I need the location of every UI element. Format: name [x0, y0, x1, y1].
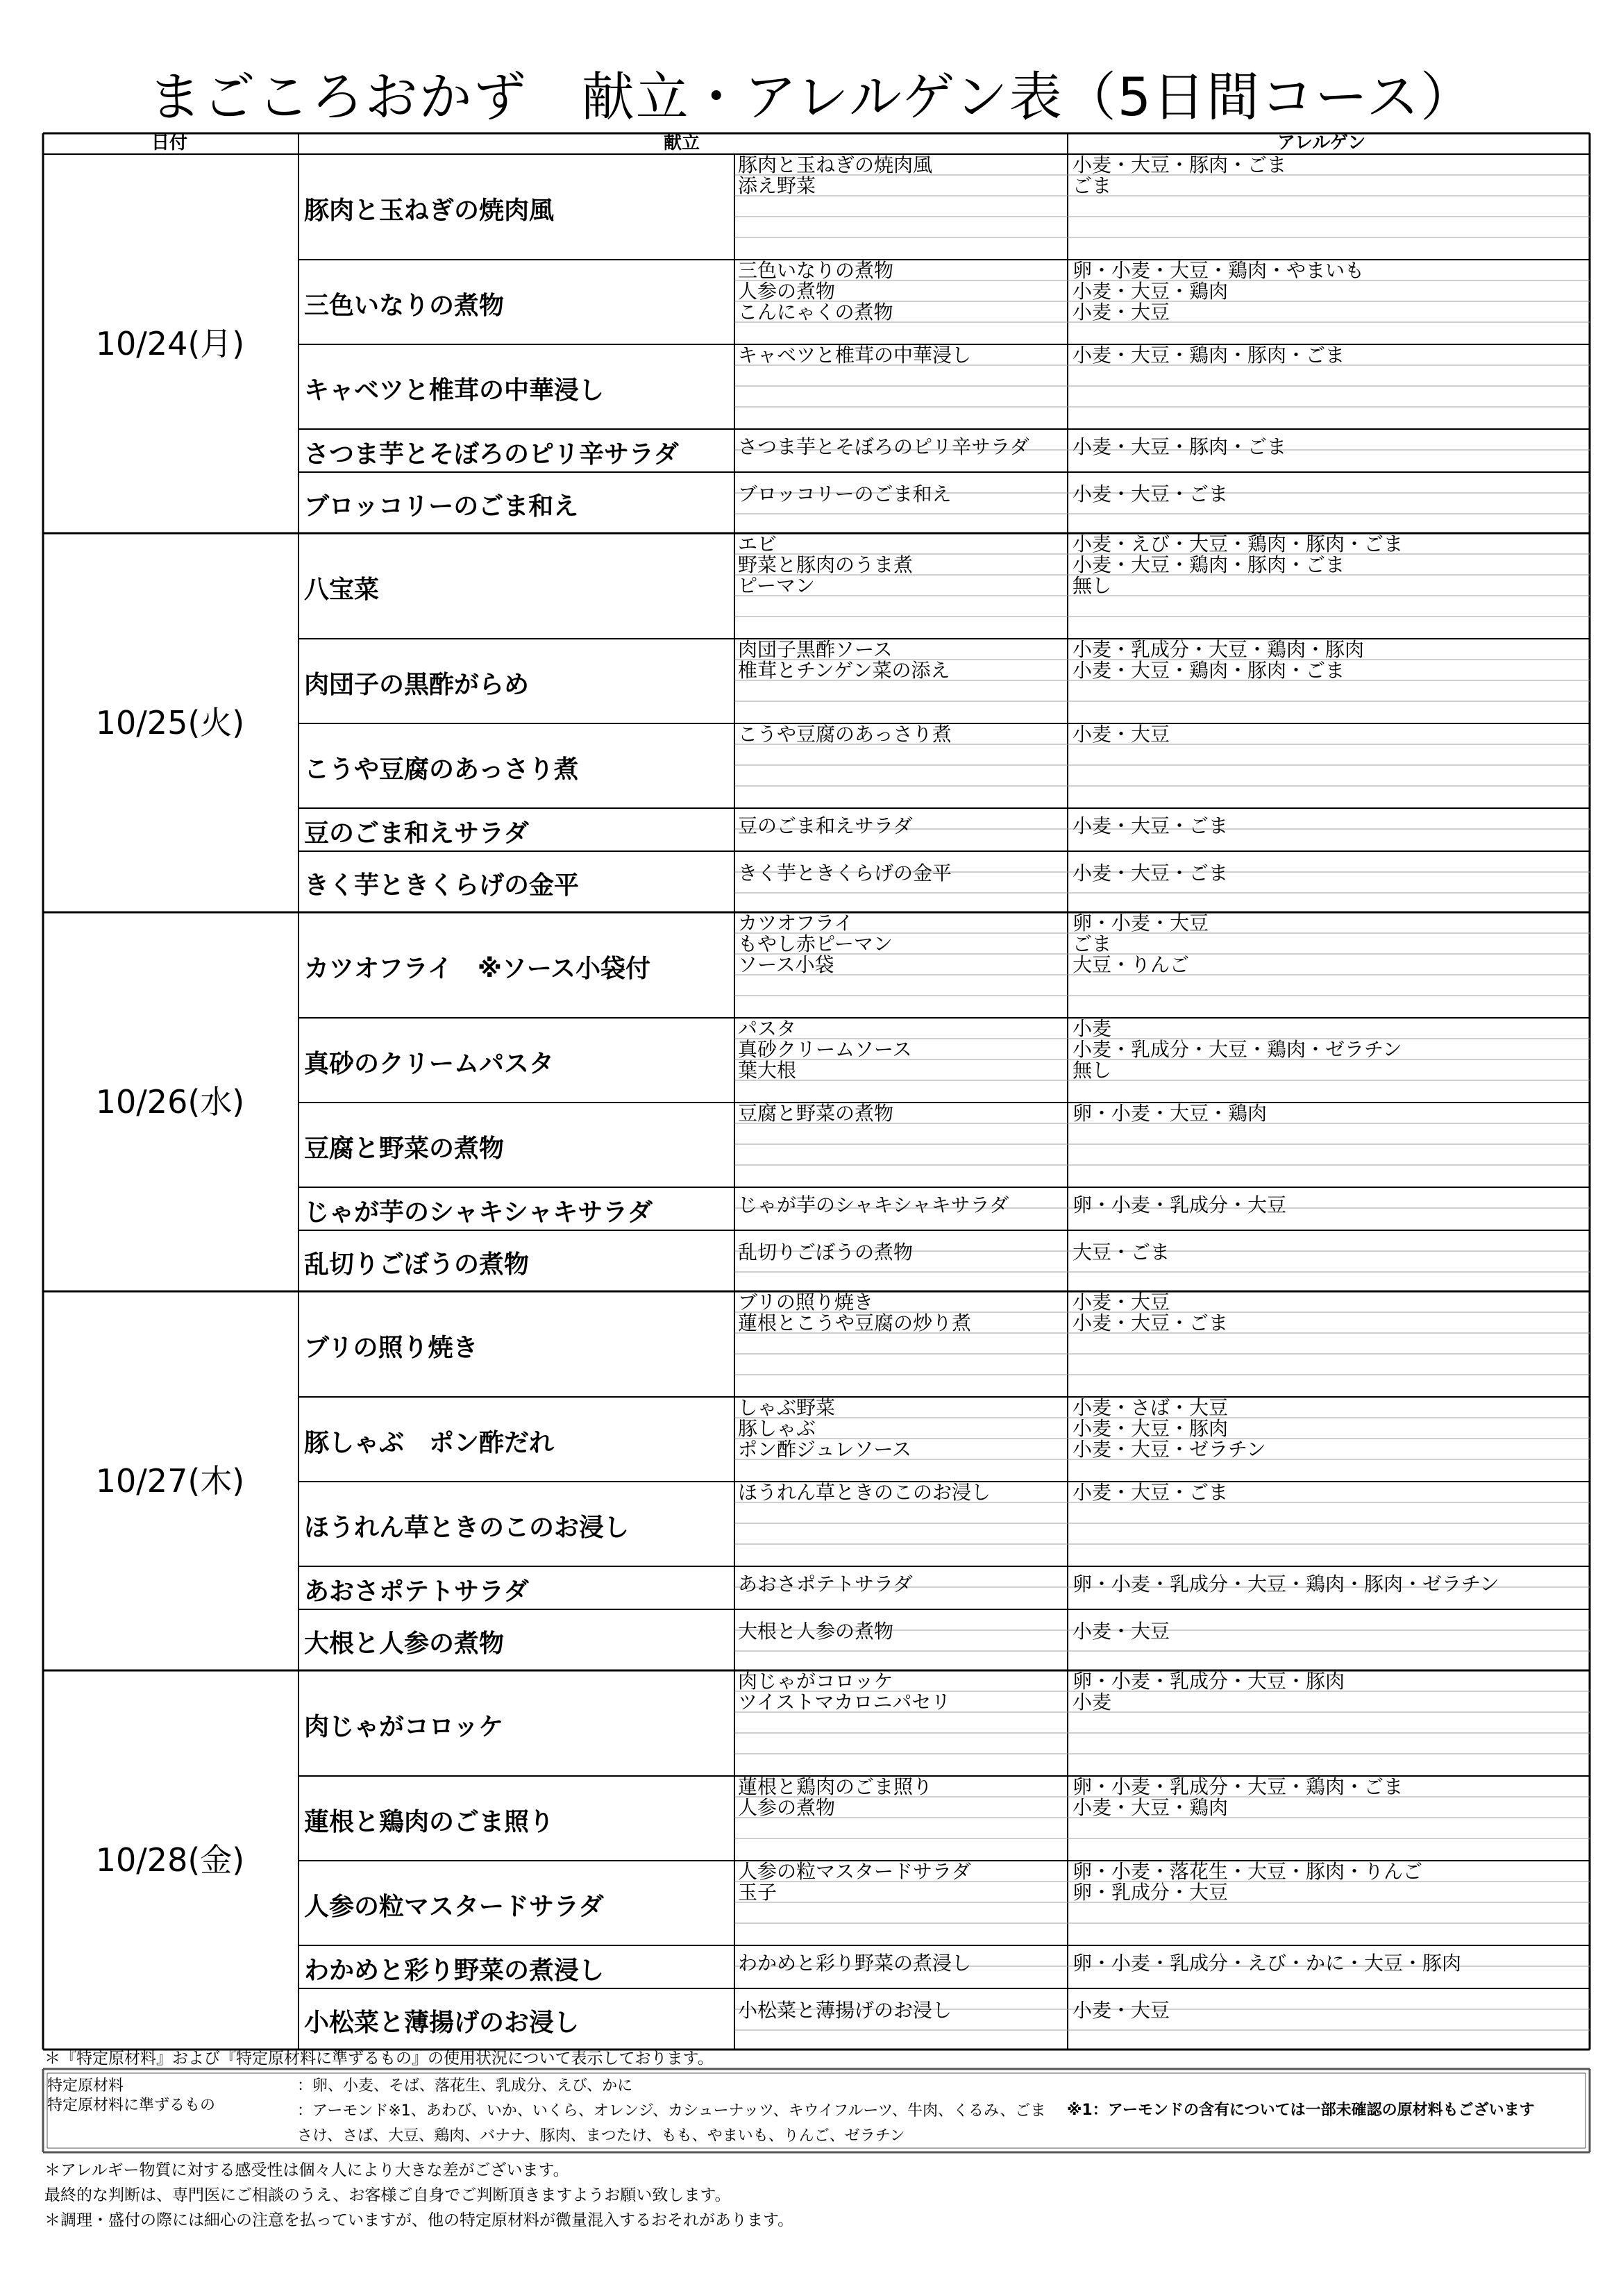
- allergen-item: 卵・乳成分・大豆: [1073, 1881, 1229, 1904]
- allergen-item: 卵・小麦・乳成分・えび・かに・大豆・豚肉: [1073, 1952, 1462, 1975]
- allergen-item: 小麦・大豆・ゼラチン: [1073, 1438, 1266, 1461]
- sub-item: 肉団子黒酢ソース: [738, 638, 893, 661]
- allergen-item: 小麦・大豆・豚肉・ごま: [1073, 153, 1287, 176]
- sub-item: 乱切りごぼうの煮物: [738, 1241, 914, 1264]
- sub-item: ツイストマカロニパセリ: [738, 1691, 951, 1713]
- sub-item: ブロッコリーのごま和え: [738, 483, 952, 505]
- sub-item: 人参の煮物: [738, 1796, 836, 1819]
- sub-item: 豆腐と野菜の煮物: [738, 1102, 894, 1125]
- allergen-item: 小麦・大豆・ごま: [1073, 862, 1229, 885]
- legend-almond-note: ※1：アーモンドの含有については一部未確認の原材料もございます: [1067, 2102, 1535, 2119]
- dish-name: あおさポテトサラダ: [304, 1577, 529, 1606]
- allergen-item: 小麦・大豆・鶏肉: [1073, 1796, 1229, 1819]
- allergen-item: 小麦・大豆: [1073, 1291, 1170, 1314]
- day-date: 10/26(水): [95, 1083, 245, 1121]
- day-date: 10/24(月): [95, 325, 245, 362]
- sub-item: 添え野菜: [738, 174, 816, 197]
- allergen-item: 大豆・ごま: [1073, 1241, 1170, 1264]
- legend-value-2a: ：アーモンド※1、あわび、いか、いくら、オレンジ、カシューナッツ、キウイフルーツ、牛肉、くるみ、ごま: [297, 2102, 1046, 2120]
- sub-item: わかめと彩り野菜の煮浸し: [738, 1952, 972, 1975]
- sub-item: 野菜と豚肉のうま煮: [738, 553, 914, 576]
- allergen-item: ごま: [1073, 932, 1112, 955]
- sub-item: 小松菜と薄揚げのお浸し: [738, 1999, 952, 2022]
- dish-name: 真砂のクリームパスタ: [304, 1050, 555, 1078]
- footer-line-3: ＊調理・盛付の際には細心の注意を払っていますが、他の特定原材料が微量混入するおそれがあります。: [44, 2211, 794, 2229]
- sub-item: さつま芋とそぼろのピリ辛サラダ: [738, 435, 1029, 458]
- sub-item: カツオフライ: [738, 912, 854, 935]
- sub-item: ほうれん草ときのこのお浸し: [738, 1481, 991, 1504]
- allergen-item: 小麦・大豆・豚肉: [1073, 1417, 1229, 1440]
- header-date: 日付: [151, 133, 188, 153]
- sub-item: 椎茸とチンゲン菜の添え: [738, 659, 950, 682]
- allergen-item: 小麦・大豆・鶏肉・豚肉・ごま: [1073, 553, 1345, 576]
- sub-item: キャベツと椎茸の中華浸し: [738, 344, 972, 367]
- dish-name: ブロッコリーのごま和え: [304, 492, 579, 521]
- legend-value-2b: さけ、さば、大豆、鶏肉、バナナ、豚肉、まつたけ、もも、やまいも、りんご、ゼラチン: [297, 2127, 905, 2145]
- dish-name: 蓮根と鶏肉のごま照り: [304, 1808, 555, 1836]
- sub-item: 豚肉と玉ねぎの焼肉風: [738, 153, 933, 176]
- dish-name: 肉じゃがコロッケ: [304, 1713, 504, 1741]
- sub-item: こんにゃくの煮物: [738, 301, 893, 324]
- allergen-item: 無し: [1073, 1059, 1112, 1082]
- dish-name: キャベツと椎茸の中華浸し: [304, 376, 605, 405]
- dish-name: こうや豆腐のあっさり煮: [304, 755, 579, 784]
- dish-name: カツオフライ ※ソース小袋付: [304, 955, 651, 983]
- dish-name: ほうれん草ときのこのお浸し: [304, 1514, 630, 1542]
- footer-line-1: ＊アレルギー物質に対する感受性は個々人により大きな差がございます。: [44, 2161, 569, 2179]
- sub-item: 豚しゃぶ: [738, 1417, 816, 1440]
- allergen-item: 小麦: [1073, 1691, 1112, 1713]
- allergen-item: 卵・小麦・大豆・鶏肉: [1073, 1102, 1268, 1125]
- dish-name: さつま芋とそぼろのピリ辛サラダ: [304, 440, 679, 469]
- legend-label-2: 特定原材料に準ずるもの: [47, 2097, 216, 2114]
- allergen-item: 卵・小麦・乳成分・大豆: [1073, 1193, 1287, 1216]
- sub-item: 蓮根とこうや豆腐の炒り煮: [738, 1312, 972, 1334]
- sub-item: じゃが芋のシャキシャキサラダ: [738, 1193, 1009, 1216]
- sub-item: 人参の煮物: [738, 280, 836, 303]
- allergen-item: 無し: [1073, 574, 1112, 597]
- allergen-item: 小麦・大豆・ごま: [1073, 1312, 1229, 1334]
- note-top: ＊『特定原材料』および『特定原材料に準ずるもの』の使用状況について表示しております。: [44, 2050, 714, 2068]
- allergen-item: 小麦・さば・大豆: [1073, 1396, 1229, 1419]
- allergen-item: 小麦・大豆: [1073, 723, 1170, 746]
- sub-item: ソース小袋: [738, 953, 834, 976]
- legend-label-1: 特定原材料: [47, 2077, 124, 2095]
- dish-name: ブリの照り焼き: [304, 1334, 478, 1362]
- allergen-item: 小麦: [1073, 1017, 1112, 1040]
- sub-item: しゃぶ野菜: [738, 1396, 836, 1419]
- sub-item: 大根と人参の煮物: [738, 1620, 894, 1643]
- dish-name: 八宝菜: [304, 576, 380, 604]
- sub-item: エビ: [738, 533, 777, 555]
- dish-name: 三色いなりの煮物: [304, 292, 505, 320]
- sub-item: パスタ: [738, 1017, 797, 1040]
- allergen-item: 小麦・大豆・鶏肉・豚肉・ごま: [1073, 344, 1345, 367]
- allergen-item: 小麦・乳成分・大豆・鶏肉・ゼラチン: [1073, 1038, 1402, 1061]
- day-date: 10/27(木): [95, 1462, 245, 1500]
- sub-item: ピーマン: [738, 574, 815, 597]
- allergen-item: 大豆・りんご: [1073, 953, 1190, 976]
- dish-name: 乱切りごぼうの煮物: [304, 1250, 530, 1279]
- day-date: 10/25(火): [95, 704, 245, 741]
- sub-item: もやし赤ピーマン: [738, 932, 893, 955]
- allergen-item: 小麦・大豆・鶏肉: [1073, 280, 1229, 303]
- legend-value-1: ：卵、小麦、そば、落花生、乳成分、えび、かに: [297, 2077, 633, 2095]
- allergen-item: 小麦・大豆: [1073, 1620, 1170, 1643]
- sub-item: 蓮根と鶏肉のごま照り: [738, 1775, 933, 1798]
- page-title: まごころおかず 献立・アレルゲン表（5日間コース）: [148, 66, 1475, 128]
- allergen-item: 卵・小麦・乳成分・大豆・豚肉: [1073, 1670, 1345, 1693]
- allergen-item: 卵・小麦・落花生・大豆・豚肉・りんご: [1073, 1860, 1423, 1883]
- sub-item: 人参の粒マスタードサラダ: [738, 1860, 971, 1883]
- sub-item: 肉じゃがコロッケ: [738, 1670, 893, 1693]
- sub-item: ポン酢ジュレソース: [738, 1438, 912, 1461]
- allergen-item: 小麦・大豆: [1073, 1999, 1170, 2022]
- header-allergen: アレルゲン: [1277, 133, 1366, 153]
- footer-line-2: 最終的な判断は、専門医にご相談のうえ、お客様ご自身でご判断頂きますようお願い致します。: [44, 2186, 731, 2204]
- allergen-item: 卵・小麦・大豆・鶏肉・やまいも: [1073, 259, 1365, 282]
- header-menu: 献立: [664, 133, 700, 153]
- sub-item: ブリの照り焼き: [738, 1291, 873, 1314]
- allergen-item: 卵・小麦・乳成分・大豆・鶏肉・豚肉・ゼラチン: [1073, 1573, 1499, 1595]
- dish-name: 豆のごま和えサラダ: [304, 819, 529, 848]
- dish-name: 人参の粒マスタードサラダ: [304, 1893, 604, 1921]
- day-date: 10/28(金): [95, 1841, 245, 1879]
- allergen-item: 小麦・乳成分・大豆・鶏肉・豚肉: [1073, 638, 1365, 661]
- dish-name: 豚肉と玉ねぎの焼肉風: [304, 196, 555, 225]
- sub-item: 真砂クリームソース: [738, 1038, 912, 1061]
- allergen-item: 卵・小麦・大豆: [1073, 912, 1209, 935]
- dish-name: 豚しゃぶ ポン酢だれ: [304, 1429, 555, 1457]
- sub-item: 玉子: [738, 1881, 777, 1904]
- allergen-item: 卵・小麦・乳成分・大豆・鶏肉・ごま: [1073, 1775, 1404, 1798]
- allergen-item: ごま: [1073, 174, 1112, 197]
- dish-name: 肉団子の黒酢がらめ: [304, 671, 530, 699]
- dish-name: じゃが芋のシャキシャキサラダ: [304, 1198, 653, 1227]
- allergen-item: 小麦・大豆・豚肉・ごま: [1073, 435, 1287, 458]
- allergen-item: 小麦・大豆: [1073, 301, 1170, 324]
- allergen-item: 小麦・大豆・ごま: [1073, 1481, 1229, 1504]
- allergen-item: 小麦・大豆・鶏肉・豚肉・ごま: [1073, 659, 1345, 682]
- allergen-item: 小麦・大豆・ごま: [1073, 814, 1229, 837]
- dish-name: きく芋ときくらげの金平: [304, 871, 580, 900]
- dish-name: 大根と人参の煮物: [304, 1629, 505, 1658]
- dish-name: 小松菜と薄揚げのお浸し: [304, 2009, 580, 2037]
- sub-item: 豆のごま和えサラダ: [738, 814, 913, 837]
- allergen-item: 小麦・えび・大豆・鶏肉・豚肉・ごま: [1073, 533, 1404, 555]
- sub-item: きく芋ときくらげの金平: [738, 862, 952, 885]
- dish-name: 豆腐と野菜の煮物: [304, 1134, 505, 1163]
- sub-item: あおさポテトサラダ: [738, 1573, 913, 1595]
- sub-item: 三色いなりの煮物: [738, 259, 894, 282]
- allergen-item: 小麦・大豆・ごま: [1073, 483, 1229, 505]
- sub-item: こうや豆腐のあっさり煮: [738, 723, 952, 746]
- dish-name: わかめと彩り野菜の煮浸し: [304, 1956, 605, 1985]
- sub-item: 葉大根: [738, 1059, 797, 1082]
